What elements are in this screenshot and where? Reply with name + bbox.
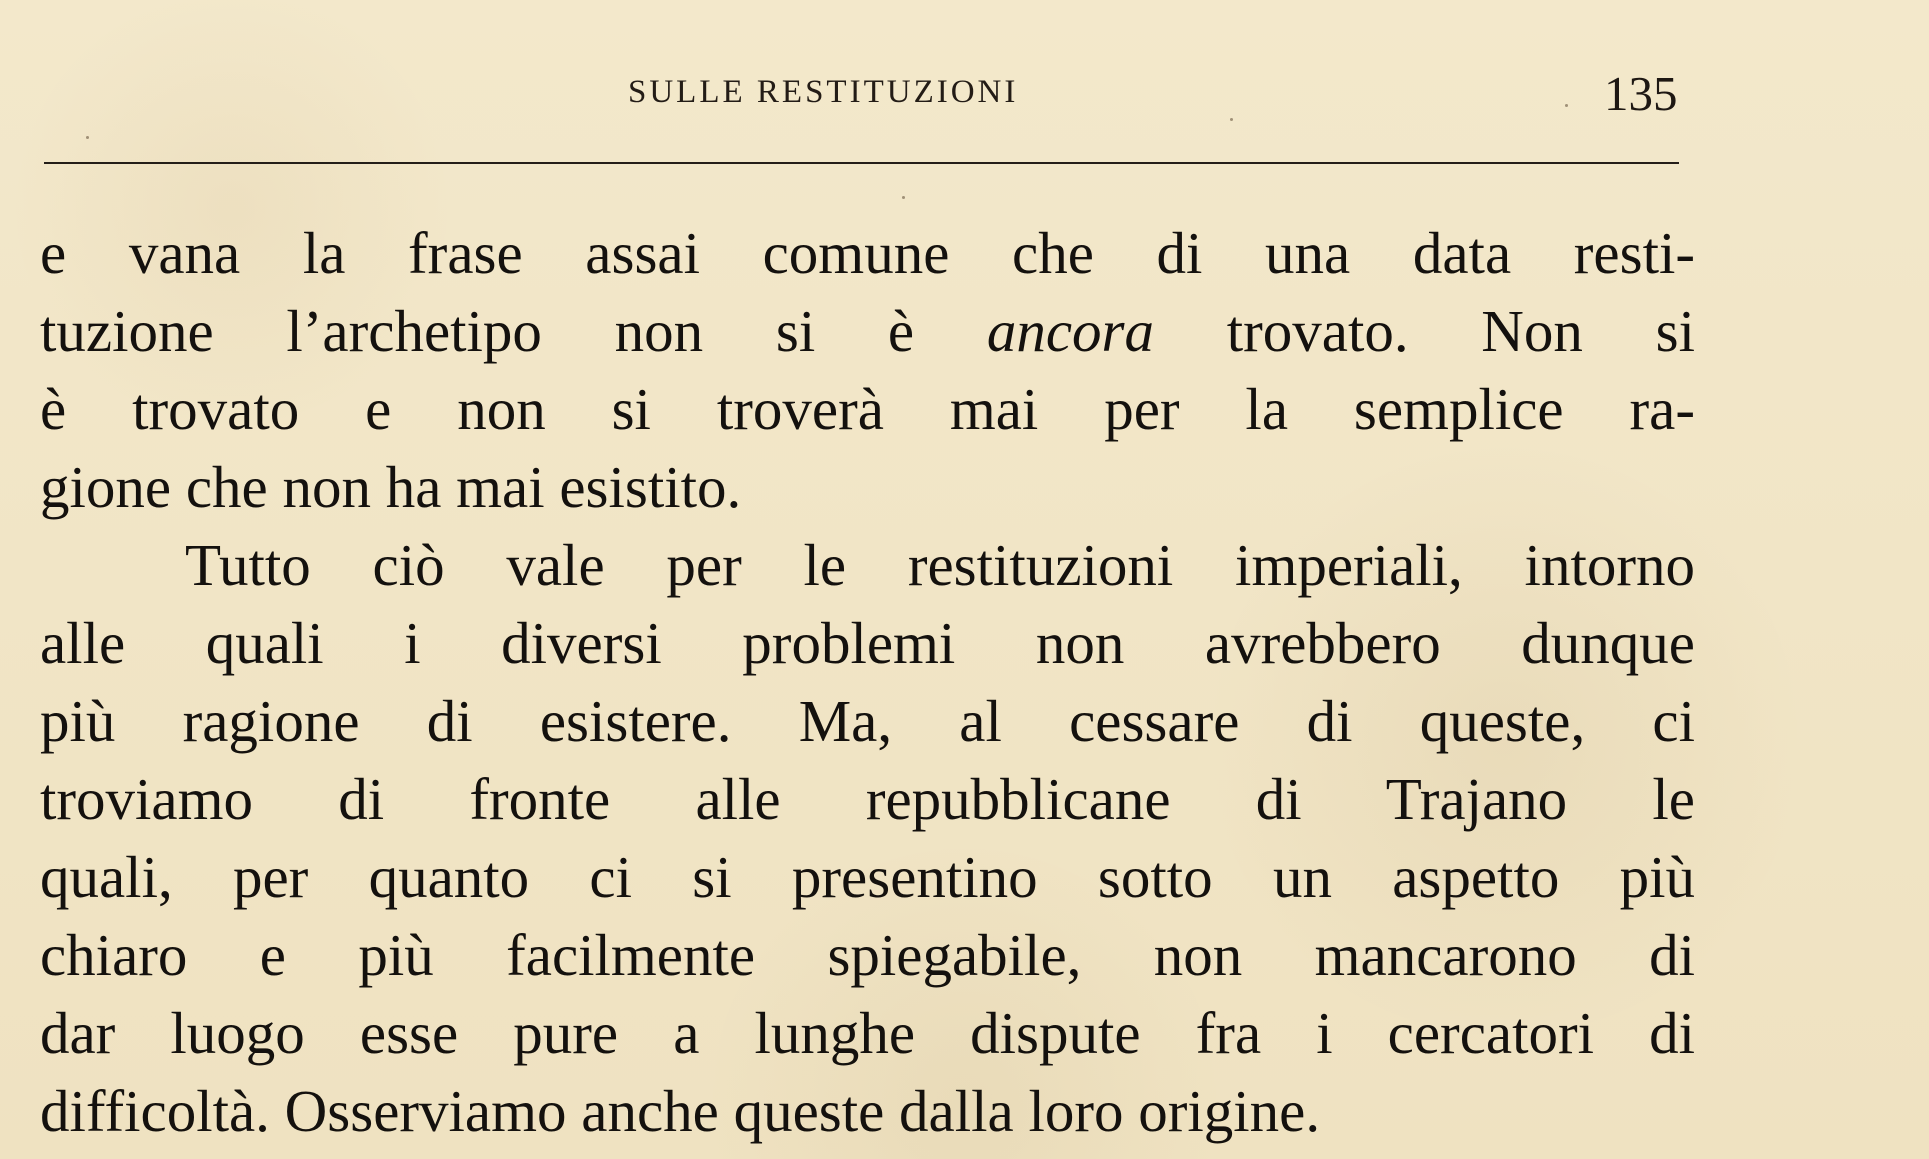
text-line: quali, per quanto ci si presentino sotto un aspetto più <box>40 844 1695 910</box>
text-line: più ragione di esistere. Ma, al cessare di queste, ci <box>40 688 1695 754</box>
page-number: 135 <box>1604 66 1678 121</box>
paper-speck <box>1565 104 1568 107</box>
paper-speck <box>86 136 89 139</box>
paper-speck <box>902 196 905 199</box>
paper-speck <box>1230 118 1233 121</box>
body-text <box>40 214 1695 1150</box>
text-fragment: trovato. Non si <box>1154 298 1695 364</box>
running-head <box>0 0 1929 140</box>
text-line: troviamo di fronte alle repubblicane di Trajano le <box>40 766 1695 832</box>
text-line: alle quali i diversi problemi non avrebbero dunque <box>40 610 1695 676</box>
text-line: è trovato e non si troverà mai per la semplice ra- <box>40 376 1695 442</box>
text-fragment: tuzione l’archetipo non si è <box>40 298 987 364</box>
italic-word: ancora <box>986 298 1154 364</box>
text-line: e vana la frase assai comune che di una data resti- <box>40 220 1695 286</box>
paragraph-start-line: Tutto ciò vale per le restituzioni imperiali, intorno <box>185 532 1695 598</box>
text-line <box>40 292 1695 370</box>
text-line: chiaro e più facilmente spiegabile, non mancarono di <box>40 922 1695 988</box>
text-line: gione che non ha mai esistito. <box>40 454 742 520</box>
header-rule <box>44 162 1679 164</box>
running-title: SULLE RESTITUZIONI <box>628 74 1019 110</box>
text-line: difficoltà. Osserviamo anche queste dalla loro origine. <box>40 1078 1321 1144</box>
text-line: dar luogo esse pure a lunghe dispute fra i cercatori di <box>40 1000 1695 1066</box>
